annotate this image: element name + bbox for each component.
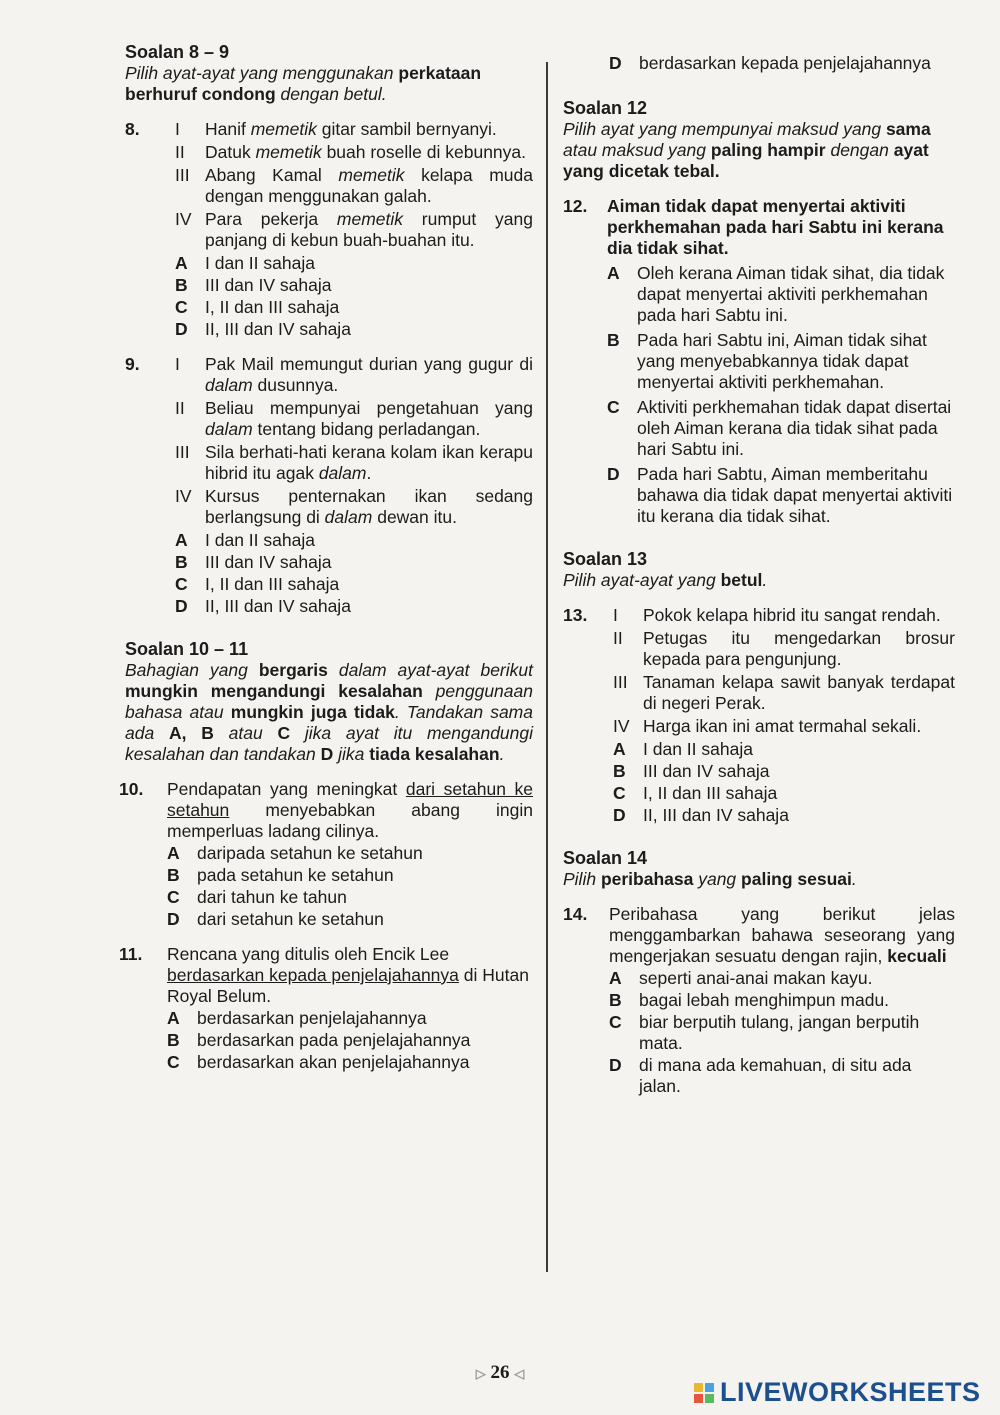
answer-option-a[interactable]: A I dan II sahaja [613, 739, 753, 759]
statement: II Datuk memetik buah roselle di kebunnya. [175, 142, 527, 162]
section-instruction-8-9: Pilih ayat-ayat yang menggunakan perkataan berhuruf condong dengan betul. [125, 63, 482, 104]
question-stem: Peribahasa yang berikut jelas menggambarkan bahawa seseorang yang mengerjakan sesuatu dengan rajin, kecuali [609, 904, 955, 966]
question-number: 10. [119, 779, 144, 799]
question-number: 9. [125, 354, 140, 374]
answer-option-a[interactable]: A berdasarkan penjelajahannya [167, 1008, 427, 1028]
answer-option-c[interactable]: C I, II dan III sahaja [175, 297, 340, 317]
left-triangle-icon: ◁ [514, 1366, 525, 1381]
section-instruction-13: Pilih ayat-ayat yang betul. [563, 570, 768, 590]
answer-option-b[interactable]: B bagai lebah menghimpun madu. [609, 990, 890, 1010]
question-number: 8. [125, 119, 140, 139]
statement: IV Kursus penternakan ikan sedang berlangsung di dalam dewan itu. [175, 486, 533, 527]
answer-option-a[interactable]: A daripada setahun ke setahun [167, 843, 423, 863]
answer-option-b[interactable]: B pada setahun ke setahun [167, 865, 394, 885]
answer-option-c[interactable]: C I, II dan III sahaja [175, 574, 340, 594]
question-14 [563, 904, 955, 1097]
answer-option-c[interactable]: C berdasarkan akan penjelajahannya [167, 1052, 470, 1072]
logo-square [694, 1394, 703, 1403]
question-9 [125, 354, 533, 617]
brand-name: LIVEWORKSHEETS [720, 1377, 981, 1407]
question-8 [125, 119, 533, 340]
answer-option-d[interactable]: D di mana ada kemahuan, di situ ada jalan. [609, 1055, 912, 1096]
statement: I Pak Mail memungut durian yang gugur di dalam dusunnya. [175, 354, 533, 395]
answer-option-b[interactable]: B berdasarkan pada penjelajahannya [167, 1030, 471, 1050]
answer-option-d[interactable]: D II, III dan IV sahaja [175, 319, 351, 339]
question-number: 11. [119, 944, 143, 964]
answer-option-c[interactable]: C I, II dan III sahaja [613, 783, 778, 803]
question-number: 14. [563, 904, 588, 924]
answer-option-d[interactable]: D dari setahun ke setahun [167, 909, 384, 929]
section-instruction-14: Pilih peribahasa yang paling sesuai. [563, 869, 857, 889]
page-number: ▷ 26 ◁ [475, 1362, 525, 1383]
statement: II Petugas itu mengedarkan brosur kepada para pengunjung. [613, 628, 955, 669]
statement: III Abang Kamal memetik kelapa muda dengan menggunakan galah. [175, 165, 533, 206]
question-11 [119, 944, 533, 1073]
answer-option-d[interactable]: D II, III dan IV sahaja [175, 596, 351, 616]
answer-option-c[interactable]: C Aktiviti perkhemahan tidak dapat disertai oleh Aiman kerana dia tidak sihat pada hari Sabtu ini. [607, 397, 952, 459]
right-triangle-icon: ▷ [475, 1366, 486, 1381]
answer-option-c[interactable]: C dari tahun ke tahun [167, 887, 347, 907]
answer-option-d[interactable]: D Pada hari Sabtu, Aiman memberitahu bahawa dia tidak dapat menyertai aktiviti itu kerana dia tidak sihat. [607, 464, 953, 526]
answer-option-a[interactable]: A I dan II sahaja [175, 530, 315, 550]
question-13 [563, 605, 955, 826]
section-title-10-11: Soalan 10 – 11 [125, 639, 249, 659]
liveworksheets-brand [694, 1377, 981, 1408]
answer-option-b[interactable]: B Pada hari Sabtu ini, Aiman tidak sihat yang menyebabkannya tidak dapat menyertai aktiviti perkhemahan. [607, 330, 927, 392]
logo-square [705, 1394, 714, 1403]
question-stem: Aiman tidak dapat menyertai aktiviti perkhemahan pada hari Sabtu ini kerana dia tidak sihat. [607, 196, 944, 258]
question-number: 13. [563, 605, 588, 625]
question-number: 12. [563, 196, 588, 216]
section-instruction-10-11: Bahagian yang bergaris dalam ayat-ayat berikut mungkin mengandungi kesalahan penggunaan bahasa atau mungkin juga tidak. Tandakan sama ada A, B atau C jika ayat itu mengandungi kesalahan dan tandakan D jika tiada kesalahan. [125, 660, 534, 764]
answer-option-a[interactable]: A Oleh kerana Aiman tidak sihat, dia tidak dapat menyertai aktiviti perkhemahan pada hari Sabtu ini. [607, 263, 945, 325]
column-divider [546, 62, 548, 1272]
statement: III Tanaman kelapa sawit banyak terdapat di negeri Perak. [613, 672, 955, 713]
section-title-13: Soalan 13 [563, 549, 648, 569]
liveworksheets-logo-icon [694, 1383, 714, 1403]
left-column [119, 42, 534, 1073]
statement: IV Para pekerja memetik rumput yang panjang di kebun buah-buahan itu. [175, 209, 533, 250]
section-title-12: Soalan 12 [563, 98, 648, 118]
right-column [563, 52, 955, 1097]
answer-option-b[interactable]: B III dan IV sahaja [175, 552, 332, 572]
question-10 [119, 779, 533, 930]
answer-option-b[interactable]: B III dan IV sahaja [175, 275, 332, 295]
answer-option-a[interactable]: A I dan II sahaja [175, 253, 315, 273]
section-title-14: Soalan 14 [563, 848, 648, 868]
answer-option-d[interactable]: D II, III dan IV sahaja [613, 805, 789, 825]
answer-option-b[interactable]: B III dan IV sahaja [613, 761, 770, 781]
statement: I Hanif memetik gitar sambil bernyanyi. [175, 119, 497, 139]
question-12 [563, 196, 955, 527]
question-stem: Pendapatan yang meningkat dari setahun ke setahun menyebabkan abang ingin memperluas ladang cilinya. [167, 779, 534, 841]
answer-option-a[interactable]: A seperti anai-anai makan kayu. [609, 968, 873, 988]
section-title-8-9: Soalan 8 – 9 [125, 42, 230, 62]
statement: II Beliau mempunyai pengetahuan yang dalam tentang bidang perladangan. [175, 398, 533, 439]
logo-square [694, 1383, 703, 1392]
statement: IV Harga ikan ini amat termahal sekali. [613, 716, 922, 736]
answer-option-d[interactable]: D berdasarkan kepada penjelajahannya [609, 53, 931, 73]
statement: III Sila berhati-hati kerana kolam ikan kerapu hibrid itu agak dalam. [175, 442, 533, 483]
section-instruction-12: Pilih ayat yang mempunyai maksud yang sama atau maksud yang paling hampir dengan ayat yang dicetak tebal. [563, 119, 931, 181]
logo-square [705, 1383, 714, 1392]
question-stem: Rencana yang ditulis oleh Encik Lee berdasarkan kepada penjelajahannya di Hutan Royal Belum. [167, 944, 529, 1006]
statement: I Pokok kelapa hibrid itu sangat rendah. [613, 605, 941, 625]
answer-option-c[interactable]: C biar berputih tulang, jangan berputih mata. [609, 1012, 920, 1053]
